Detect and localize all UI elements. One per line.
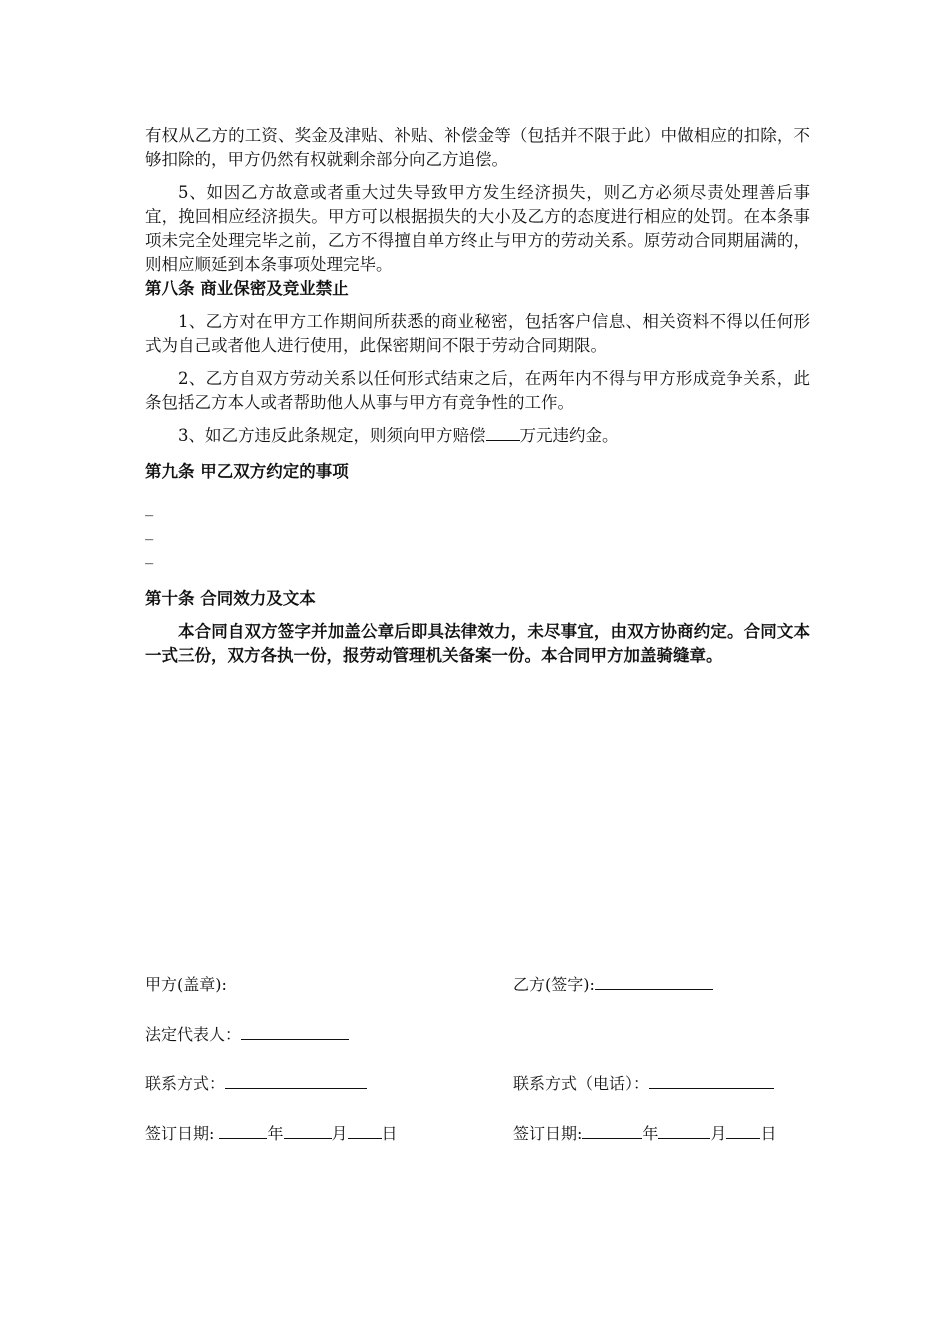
contact-a-label: 联系方式： bbox=[145, 1074, 226, 1093]
contact-b-line bbox=[513, 1074, 774, 1094]
article-8-item-3-text: 3、如乙方违反此条规定，则须向甲方赔偿 bbox=[178, 426, 486, 445]
article-8-title: 第八条 商业保密及竞业禁止 bbox=[145, 279, 349, 298]
contract-page bbox=[145, 124, 810, 668]
article-9-title: 第九条 甲乙双方约定的事项 bbox=[145, 462, 349, 481]
date-a-day-blank bbox=[348, 1124, 382, 1139]
date-a-month-blank bbox=[284, 1124, 332, 1139]
contact-b-label: 联系方式（电话）： bbox=[513, 1074, 650, 1093]
article-9-blank-1: _ bbox=[145, 497, 154, 516]
article-9-blank-2: _ bbox=[145, 521, 154, 540]
date-b-month-unit: 月 bbox=[710, 1124, 727, 1143]
date-b-day-blank bbox=[726, 1124, 760, 1139]
legal-rep-label: 法定代表人： bbox=[145, 1025, 242, 1044]
date-b-day-unit: 日 bbox=[760, 1124, 777, 1143]
date-a-day-unit: 日 bbox=[381, 1124, 398, 1143]
contact-a-line bbox=[145, 1074, 367, 1094]
date-b-label: 签订日期: bbox=[513, 1124, 583, 1143]
paragraph-item-5: 5、如因乙方故意或者重大过失导致甲方发生经济损失，则乙方必须尽责处理善后事宜，挽回相应经济损失。甲方可以根据损失的大小及乙方的态度进行相应的处罚。在本条事项未完全处理完毕之前，乙方不得擅自单方终止与甲方的劳动关系。原劳动合同期届满的，则相应顺延到本条事项处理完毕。 bbox=[145, 183, 810, 274]
date-a-label: 签订日期: bbox=[145, 1124, 220, 1143]
article-9-blank-3: _ bbox=[145, 545, 154, 564]
party-a-seal-label: 甲方(盖章): bbox=[145, 975, 227, 994]
date-a-line bbox=[145, 1124, 398, 1144]
penalty-amount-blank bbox=[486, 426, 520, 441]
article-10-title: 第十条 合同效力及文本 bbox=[145, 589, 316, 608]
party-b-signature-blank bbox=[595, 975, 713, 990]
legal-rep-blank bbox=[241, 1025, 349, 1040]
article-8-item-2: 2、乙方自双方劳动关系以任何形式结束之后，在两年内不得与甲方形成竞争关系，此条包括乙方本人或者帮助他人从事与甲方有竞争性的工作。 bbox=[145, 369, 810, 412]
party-b-signature-line bbox=[513, 975, 713, 995]
date-a-month-unit: 月 bbox=[331, 1124, 348, 1143]
date-b-year-unit: 年 bbox=[642, 1124, 659, 1143]
date-b-line bbox=[513, 1124, 776, 1144]
date-a-year-unit: 年 bbox=[267, 1124, 284, 1143]
article-8-item-1: 1、乙方对在甲方工作期间所获悉的商业秘密，包括客户信息、相关资料不得以任何形式为自己或者他人进行使用，此保密期间不限于劳动合同期限。 bbox=[145, 312, 810, 355]
contact-b-blank bbox=[649, 1074, 774, 1089]
legal-rep-line bbox=[145, 1025, 349, 1045]
party-b-signature-label: 乙方(签字): bbox=[513, 975, 595, 994]
date-a-year-blank bbox=[219, 1124, 267, 1139]
date-b-month-blank bbox=[658, 1124, 710, 1139]
article-8-item-3 bbox=[145, 424, 810, 448]
contact-a-blank bbox=[225, 1074, 367, 1089]
article-10-body: 本合同自双方签字并加盖公章后即具法律效力，未尽事宜，由双方协商约定。合同文本一式三份，双方各执一份，报劳动管理机关备案一份。本合同甲方加盖骑缝章。 bbox=[145, 622, 810, 665]
paragraph-deduction: 有权从乙方的工资、奖金及津贴、补贴、补偿金等（包括并不限于此）中做相应的扣除，不够扣除的，甲方仍然有权就剩余部分向乙方追偿。 bbox=[145, 126, 810, 169]
article-8-item-3-suffix: 万元违约金。 bbox=[519, 426, 619, 445]
date-b-year-blank bbox=[582, 1124, 642, 1139]
